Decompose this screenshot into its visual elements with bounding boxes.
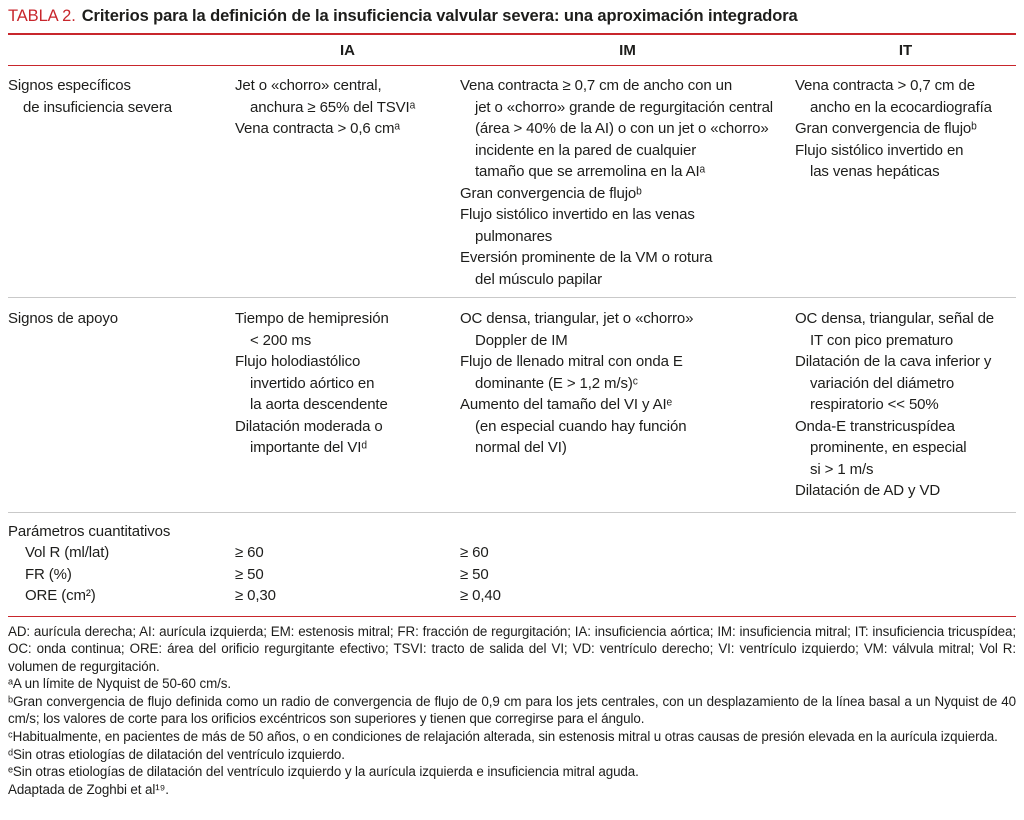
footnote-b: ᵇGran convergencia de flujo definida como un radio de convergencia de flujo de 0,9 cm para los jets centrales, con un desplazamiento de la línea basal a un Nyquist de 40 cm/s; los valores de corte para los orificios excéntricos son superiores y tienen que corregirse para el ángulo. xyxy=(8,693,1016,727)
quant-value-it xyxy=(795,564,1016,586)
table-title-text: Criterios para la definición de la insuficiencia valvular severa: una aproximación integradora xyxy=(81,7,798,25)
footnote-abbreviations: AD: aurícula derecha; AI: aurícula izquierda; EM: estenosis mitral; FR: fracción de regurgitación; IA: insuficiencia aórtica; IM: insuficiencia mitral; IT: insuficiencia tricuspídea; OC: onda continua; ORE: área del orificio regurgitante efectivo; TSVI: tracto de salida del VI; VD: ventrículo derecho; VI: ventrículo izquierdo; VM: válvula mitral; Vol R: volumen de regurgitación. xyxy=(8,623,1016,674)
quant-param-label: ORE (cm²) xyxy=(25,587,96,604)
row-label-signos-especificos: Signos específicos de insuficiencia severa xyxy=(8,77,172,116)
quant-value-ia: ≥ 50 xyxy=(235,565,264,583)
col-header-ia: IA xyxy=(340,41,355,59)
quant-value-it xyxy=(795,585,1016,607)
quant-param-label: FR (%) xyxy=(25,565,72,583)
footnote-a: ᵃA un límite de Nyquist de 50-60 cm/s. xyxy=(8,676,231,692)
quant-param-label: Vol R (ml/lat) xyxy=(25,544,110,561)
quant-value-im: ≥ 50 xyxy=(460,565,489,583)
quant-value-ia: ≥ 60 xyxy=(235,544,264,561)
footnote-source: Adaptada de Zoghbi et al¹⁹. xyxy=(8,781,169,797)
footnote-e: ᵉSin otras etiologías de dilatación del ventrículo izquierdo y la aurícula izquierda e insuficiencia mitral aguda. xyxy=(8,764,639,780)
cell-signos-apoyo-im: OC densa, triangular, jet o «chorro» Doppler de IM Flujo de llenado mitral con onda E dominante (E > 1,2 m/s)ᶜ Aumento del tamaño del VI y AIᵉ (en especial cuando hay función normal del VI) xyxy=(460,310,694,456)
cell-signos-apoyo-it: OC densa, triangular, señal de IT con pico prematuro Dilatación de la cava inferior y variación del diámetro respiratorio << 50% Onda-E transtricuspídea prominente, en especial si > 1 m/s Dilatación de AD y VD xyxy=(795,310,995,499)
row-label-signos-de-apoyo: Signos de apoyo xyxy=(8,310,118,327)
col-header-im: IM xyxy=(619,41,636,59)
cell-signos-apoyo-ia: Tiempo de hemipresión < 200 ms Flujo holodiastólico invertido aórtico en la aorta descendente Dilatación moderada o importante del VIᵈ xyxy=(235,310,389,456)
quant-value-im: ≥ 0,40 xyxy=(460,587,501,604)
quant-row-vol-r xyxy=(8,542,1016,564)
quant-section-header: Parámetros cuantitativos xyxy=(8,522,171,540)
quant-row-ore xyxy=(8,585,1016,607)
row-signos-especificos xyxy=(8,66,1016,298)
section-parametros-cuantitativos xyxy=(8,513,1016,616)
row-signos-de-apoyo xyxy=(8,298,1016,513)
quant-row-fr xyxy=(8,564,1016,586)
quant-value-it xyxy=(795,542,1016,564)
footnote-c: ᶜHabitualmente, en pacientes de más de 50 años, o en condiciones de relajación alterada, sin estenosis mitral u otras causas de presión elevada en la aurícula izquierda. xyxy=(8,729,998,745)
cell-signos-especificos-it: Vena contracta > 0,7 cm de ancho en la ecocardiografía Gran convergencia de flujoᵇ Flujo sistólico invertido en las venas hepáticas xyxy=(795,77,992,180)
quant-value-im: ≥ 60 xyxy=(460,544,489,561)
footnote-d: ᵈSin otras etiologías de dilatación del ventrículo izquierdo. xyxy=(8,746,345,762)
cell-signos-especificos-im: Vena contracta ≥ 0,7 cm de ancho con un jet o «chorro» grande de regurgitación central (área > 40% de la AI) o con un jet o «chorro» incidente en la pared de cualquier tamaño que se arremolina en la AIᵃ Gran convergencia de flujoᵇ Flujo sistólico invertido en las venas pulmonares Eversión prominente de la VM o rotura del músculo papilar xyxy=(460,77,774,288)
cell-signos-especificos-ia: Jet o «chorro» central, anchura ≥ 65% del TSVIᵃ Vena contracta > 0,6 cmᵃ xyxy=(235,77,416,137)
col-header-it: IT xyxy=(898,41,913,59)
table-number-label: TABLA 2. xyxy=(8,7,76,25)
quant-value-ia: ≥ 0,30 xyxy=(235,587,276,604)
column-header-row xyxy=(8,35,1016,66)
table-title xyxy=(8,0,1016,35)
footnotes-block xyxy=(8,616,1016,799)
